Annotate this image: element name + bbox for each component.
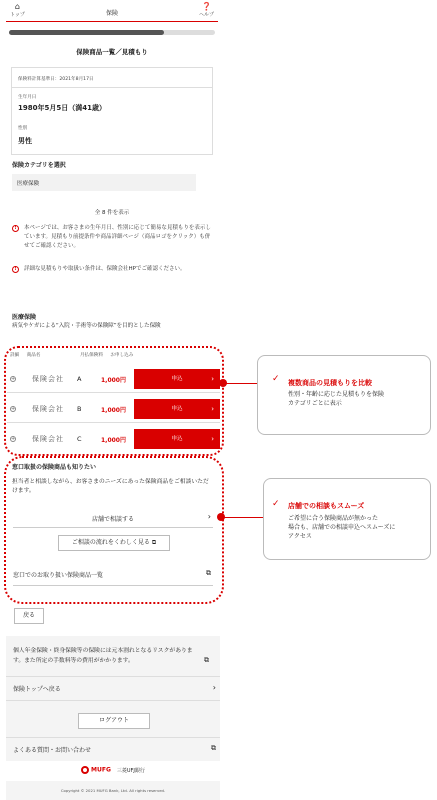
window-title: 窓口取扱の保険商品も知りたい — [12, 464, 97, 471]
company-name[interactable]: 保険会社 — [32, 405, 64, 413]
col-price: 月払保険料 — [79, 353, 103, 358]
apply-button[interactable]: 申込 › — [134, 399, 220, 419]
check-icon: ✓ — [272, 499, 280, 509]
callout-store-desc3: アクセス — [288, 533, 312, 540]
col-product: 商品名 — [26, 353, 41, 358]
chevron-right-icon: › — [211, 435, 214, 443]
info-icon: ! — [12, 266, 19, 273]
result-count: 全 8 件を表示 — [94, 210, 130, 216]
chevron-right-icon: › — [212, 683, 216, 692]
progress-bar — [9, 30, 215, 35]
window-products-label: 窓口でのお取り扱い保険商品一覧 — [13, 572, 104, 579]
top-label: トップ — [10, 12, 25, 18]
chevron-right-icon: › — [211, 405, 214, 413]
brand-mark: MUFG — [91, 766, 111, 774]
expand-icon[interactable]: + — [11, 406, 16, 412]
brand-logo — [6, 766, 220, 774]
price: 1,000円 — [101, 407, 126, 414]
birth-value: 1980年5月5日（満41歳） — [18, 104, 106, 112]
logout-button[interactable]: ログアウト — [78, 713, 150, 729]
disclaimer: 個人年金保険・終身保険等の保険には元本割れとなるリスクがあります。また所定の手数料等の費用がかかります。 — [13, 648, 193, 664]
help-button[interactable] — [199, 2, 214, 18]
insurance-top-link[interactable] — [13, 684, 216, 693]
price: 1,000円 — [101, 437, 126, 444]
medical-title: 医療保険 — [12, 314, 37, 321]
medical-desc: 病気やケガによる“入院・手術等の保険障”を目的とした保険 — [12, 323, 161, 329]
callout-compare-title: 複数商品の見積もりを比較 — [288, 379, 372, 387]
note-1-text: 本ページでは、お客さまの生年月日、性別に応じて簡易な見積もりを表示しています。見積もり前提条件や商品詳細ページ（商品ロゴをクリック）も併せてご確認ください。 — [24, 225, 211, 249]
expand-icon[interactable]: + — [11, 436, 16, 442]
company-letter: B — [77, 405, 82, 413]
gender-label: 性別 — [18, 126, 28, 131]
back-button[interactable]: 戻る — [14, 608, 44, 624]
col-detail: 詳細 — [10, 353, 20, 358]
faq-link[interactable] — [13, 745, 216, 754]
app-header — [6, 0, 218, 22]
expand-icon[interactable]: + — [11, 376, 16, 382]
faq-label: よくある質問・お問い合わせ — [13, 747, 92, 754]
highlight-window — [4, 456, 224, 604]
callout-compare — [257, 355, 431, 435]
note-1 — [12, 224, 212, 251]
external-link-icon: ⧉ — [204, 656, 209, 664]
consult-store-label: 店舗で相談する — [91, 516, 134, 523]
category-select[interactable]: 医療保険 — [12, 174, 196, 191]
external-link-icon: ⧉ — [211, 744, 216, 752]
callout-connector-2 — [222, 517, 264, 518]
gender-value: 男性 — [18, 137, 32, 145]
insurance-top-label: 保険トップへ戻る — [13, 686, 61, 693]
brand-bank: 三菱UFJ銀行 — [116, 767, 145, 774]
apply-button[interactable]: 申込 › — [134, 429, 220, 449]
callout-store-title: 店舗での相談もスムーズ — [288, 502, 365, 510]
home-icon: ⌂ — [14, 2, 20, 11]
callout-store-desc2: 場合も、店舗での相談申込へスムーズに — [288, 524, 396, 531]
note-2 — [12, 265, 212, 274]
chevron-right-icon: › — [211, 375, 214, 383]
callout-compare-desc2: カテゴリごとに表示 — [288, 400, 342, 407]
calc-date: 保険料計算基準日：2021年8月17日 — [18, 77, 94, 82]
highlight-table — [4, 346, 224, 456]
callout-store — [263, 478, 431, 560]
note-2-text: 詳細な見積もりや取扱い条件は、保険会社HPでご確認ください。 — [24, 266, 186, 272]
apply-button[interactable]: 申込 › — [134, 369, 220, 389]
callout-dot-1 — [219, 379, 227, 387]
copyright: Copyright © 2021 MUFG Bank, Ltd. All rights reserved. — [60, 788, 166, 793]
check-icon: ✓ — [272, 374, 280, 384]
birth-label: 生年月日 — [18, 95, 37, 100]
header-title: 保険 — [105, 10, 118, 17]
company-letter: A — [77, 375, 82, 383]
customer-info-box — [11, 67, 213, 155]
page-title: 保険商品一覧／見積もり — [76, 48, 148, 56]
company-name[interactable]: 保険会社 — [32, 435, 64, 443]
col-apply: お申し込み — [110, 353, 134, 358]
help-label: ヘルプ — [198, 12, 214, 18]
window-desc: 担当者と相談しながら、お客さまのニーズにあった保険商品をご相談いただけます。 — [12, 479, 209, 494]
consult-flow-label: ご相談の流れをくわしく見る — [71, 539, 150, 546]
category-label: 保険カテゴリを選択 — [12, 162, 66, 169]
progress-fill — [9, 30, 164, 35]
callout-compare-desc1: 性別・年齢に応じた見積もりを保険 — [288, 391, 385, 398]
external-link-icon: ⧉ — [151, 539, 157, 546]
chevron-right-icon: › — [207, 512, 211, 521]
callout-dot-2 — [217, 513, 225, 521]
mufg-logo-icon — [81, 766, 89, 774]
callout-store-desc1: ご希望に合う保険商品が無かった — [288, 515, 379, 522]
price: 1,000円 — [101, 377, 126, 384]
info-icon: ! — [12, 225, 19, 232]
company-letter: C — [77, 435, 82, 443]
help-icon: ❓ — [201, 2, 212, 11]
external-link-icon: ⧉ — [206, 569, 211, 577]
company-name[interactable]: 保険会社 — [32, 375, 64, 383]
